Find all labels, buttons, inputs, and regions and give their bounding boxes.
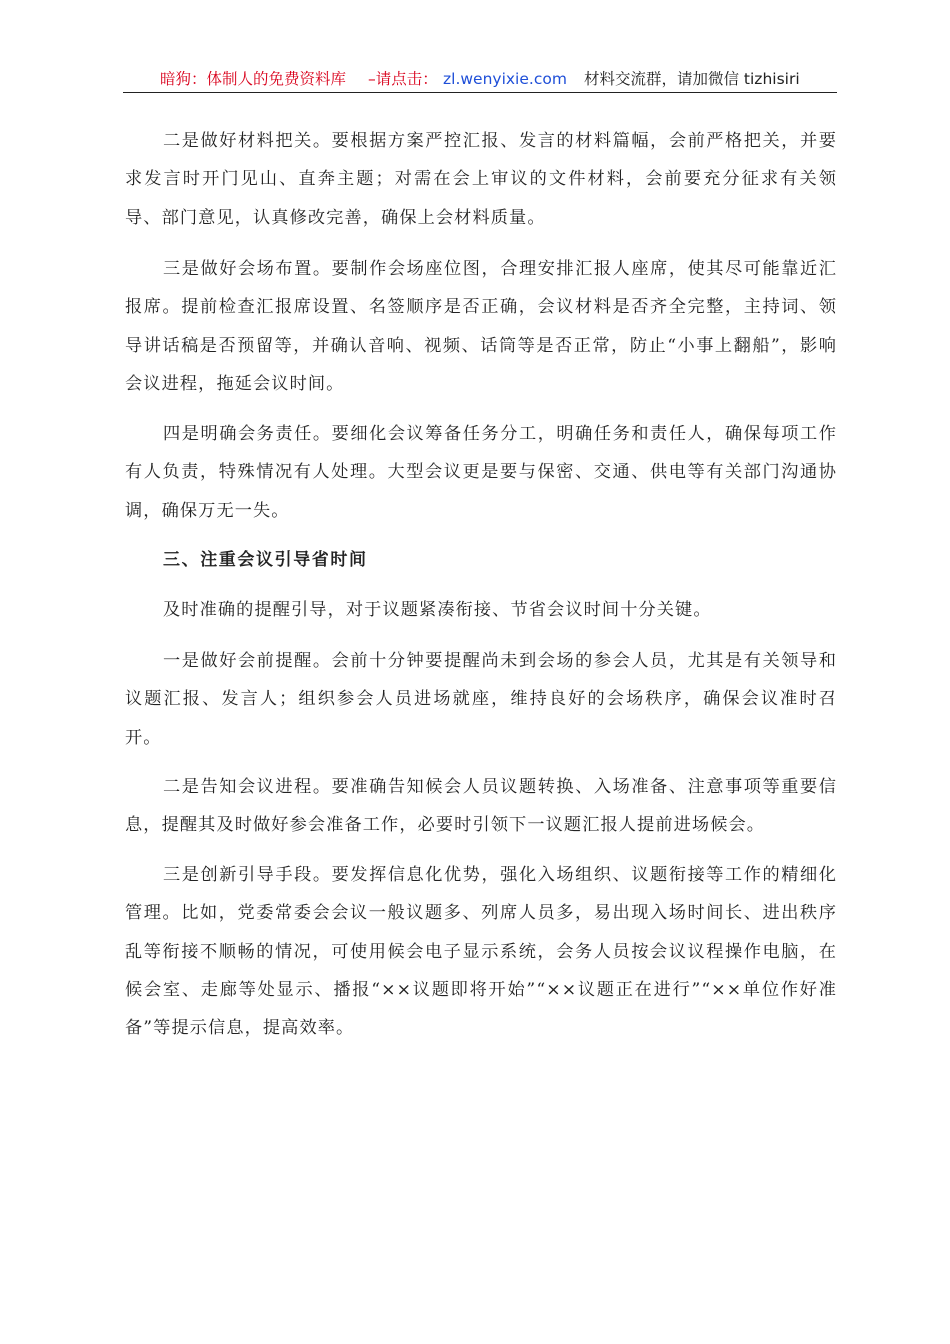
header-site-name: 暗狗：体制人的免费资料库 xyxy=(160,70,347,88)
paragraph-progress-notice: 二是告知会议进程。要准确告知候会人员议题转换、入场准备、注意事项等重要信息，提醒其及时做好参会准备工作，必要时引领下一议题汇报人提前进场候会。 xyxy=(125,777,837,836)
paragraph-materials-check: 二是做好材料把关。要根据方案严控汇报、发言的材料篇幅，会前严格把关，并要求发言时开门见山、直奔主题；对需在会上审议的文件材料，会前要充分征求有关领导、部门意见，认真修改完善，确保上会材料质量。 xyxy=(125,131,837,228)
paragraph-innovative-guidance: 三是创新引导手段。要发挥信息化优势，强化入场组织、议题衔接等工作的精细化管理。比如，党委常委会会议一般议题多、列席人员多，易出现入场时间长、进出秩序乱等衔接不顺畅的情况，可使用候会电子显示系统，会务人员按会议议程操作电脑，在候会室、走廊等处显示、播报“××议题即将开始”“××议题正在进行”“××单位作好准备”等提示信息，提高效率。 xyxy=(125,865,837,1039)
header-wechat-note: 材料交流群，请加微信 tizhisiri xyxy=(584,70,800,88)
header-click-prompt: –请点击： xyxy=(368,70,438,88)
section-heading: 三、注重会议引导省时间 xyxy=(163,550,368,570)
paragraph-guidance-intro: 及时准确的提醒引导，对于议题紧凑衔接、节省会议时间十分关键。 xyxy=(163,600,712,620)
paragraph-venue-layout: 三是做好会场布置。要制作会场座位图，合理安排汇报人座席，使其尽可能靠近汇报席。提前检查汇报席设置、名签顺序是否正确，会议材料是否齐全完整，主持词、领导讲话稿是否预留等，并确认音响、视频、话筒等是否正常，防止“小事上翻船”，影响会议进程，拖延会议时间。 xyxy=(125,259,837,394)
paragraph-duty-assignment: 四是明确会务责任。要细化会议筹备任务分工，明确任务和责任人，确保每项工作有人负责，特殊情况有人处理。大型会议更是要与保密、交通、供电等有关部门沟通协调，确保万无一失。 xyxy=(125,424,837,521)
header-url-link[interactable]: zl.wenyixie.com xyxy=(443,70,567,88)
paragraph-pre-meeting-reminder: 一是做好会前提醒。会前十分钟要提醒尚未到会场的参会人员，尤其是有关领导和议题汇报、发言人；组织参会人员进场就座，维持良好的会场秩序，确保会议准时召开。 xyxy=(125,651,837,748)
page-header xyxy=(123,66,837,93)
